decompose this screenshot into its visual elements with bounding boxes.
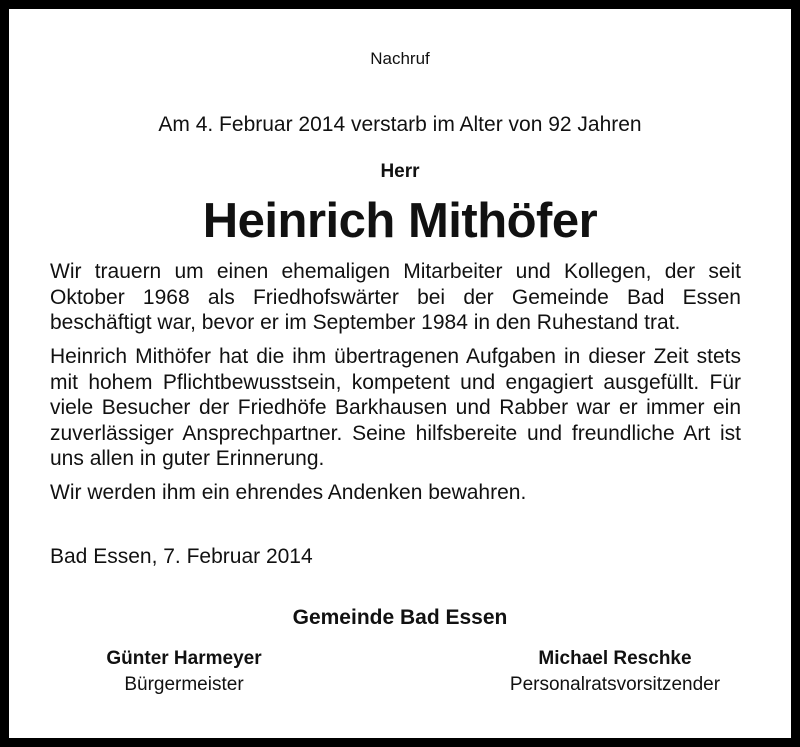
signatory-role: Personalratsvorsitzender bbox=[509, 674, 721, 695]
deceased-name: Heinrich Mithöfer bbox=[202, 194, 598, 248]
signatory-role: Bürgermeister bbox=[124, 674, 244, 695]
intro-line: Am 4. Februar 2014 verstarb im Alter von 92 Jahren bbox=[158, 113, 642, 136]
paragraph-2: Heinrich Mithöfer hat die ihm übertragenen Aufgaben in dieser Zeit stets mit hohem Pflichtbewusstsein, kompetent und engagiert ausgefüllt. Für viele Besucher der Friedhöfe Barkhausen und Rabber war er immer ein zuverlässiger Ansprechpartner. Seine hilfsbereite und freundliche Art ist uns allen in guter Erinnerung. bbox=[50, 345, 741, 470]
salutation: Herr bbox=[380, 161, 420, 182]
signatory-name: Günter Harmeyer bbox=[106, 648, 262, 669]
signatory-left bbox=[34, 646, 334, 698]
paragraph-3: Wir werden ihm ein ehrendes Andenken bewahren. bbox=[50, 481, 527, 504]
obituary-notice bbox=[9, 9, 791, 738]
signatory-name: Michael Reschke bbox=[538, 648, 692, 669]
signatory-right bbox=[465, 646, 765, 698]
notice-heading: Nachruf bbox=[370, 49, 430, 68]
place-date: Bad Essen, 7. Februar 2014 bbox=[50, 545, 313, 568]
organization: Gemeinde Bad Essen bbox=[292, 606, 508, 629]
paragraph-1: Wir trauern um einen ehemaligen Mitarbeiter und Kollegen, der seit Oktober 1968 als Friedhofswärter bei der Gemeinde Bad Essen beschäftigt war, bevor er im September 1984 in den Ruhestand trat. bbox=[50, 260, 741, 334]
